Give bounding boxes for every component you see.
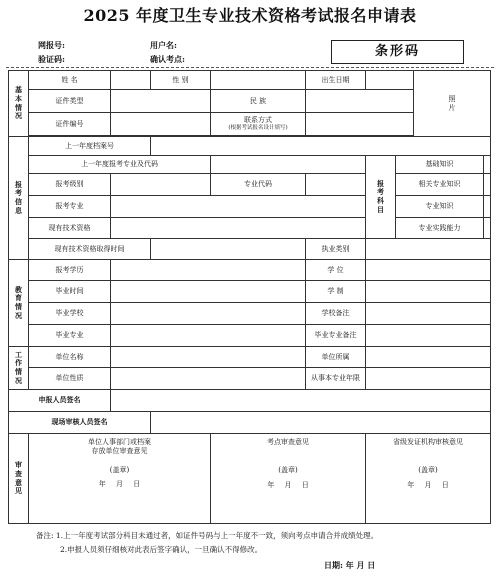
label-birth: 出生日期 [306, 71, 366, 90]
label-level: 报考级别 [29, 174, 111, 196]
review-province [366, 434, 491, 524]
label-gender: 性 别 [151, 71, 211, 90]
value-applicant-sign[interactable] [111, 390, 491, 412]
label-last-major: 上一年度报考专业及代码 [29, 156, 211, 174]
label-id-number: 证件编号 [29, 113, 111, 136]
value-degree[interactable] [366, 260, 491, 281]
label-applicant-sign: 申报人员签名 [9, 390, 111, 412]
photo-box: 照 片 [414, 71, 491, 137]
dashed-divider [6, 67, 494, 68]
label-subj-basic: 基础知识 [396, 156, 484, 174]
label-title-date: 现有技术资格取得时间 [29, 239, 151, 260]
label-contact [211, 113, 306, 136]
exam-site-label: 确认考点: [150, 54, 185, 64]
value-org-type[interactable] [111, 368, 306, 390]
section-work: 工 作 情 况 [9, 347, 29, 390]
note-2: 2.申报人员须仔细核对此表后签字确认，一旦确认不得修改。 [60, 545, 263, 554]
value-level[interactable] [111, 174, 211, 196]
label-org-type: 单位性质 [29, 368, 111, 390]
value-subj-basic[interactable] [484, 156, 491, 174]
value-last-major[interactable] [211, 156, 366, 174]
footer-date: 日期: 年 月 日 [324, 560, 376, 570]
review-site-date: 年 月 日 [267, 480, 309, 489]
label-current-title: 现有技术资格 [29, 218, 111, 239]
label-grad-time: 毕业时间 [29, 281, 111, 303]
value-subj-related[interactable] [484, 174, 491, 196]
value-id-type[interactable] [111, 90, 211, 113]
review-unit-date: 年 月 日 [98, 480, 141, 489]
label-years: 从事本专业年限 [306, 368, 366, 390]
value-practice-type[interactable] [366, 239, 491, 260]
review-unit [29, 434, 211, 524]
value-org-area[interactable] [366, 347, 491, 368]
application-form-table [8, 70, 491, 524]
value-org[interactable] [111, 347, 306, 368]
verify-label: 验证码: [38, 54, 65, 64]
label-name: 姓 名 [29, 71, 111, 90]
page-title: 2025 年度卫生专业技术资格考试报名申请表 [83, 6, 417, 25]
label-subj-practice: 专业实践能力 [396, 218, 484, 239]
section-review: 审 查 意 见 [9, 434, 29, 524]
label-major-code: 专业代码 [211, 174, 306, 196]
label-grad-major: 毕业专业 [29, 325, 111, 347]
value-edu[interactable] [111, 260, 306, 281]
value-subj-practice[interactable] [484, 218, 491, 239]
label-degree: 学 位 [306, 260, 366, 281]
label-study-years: 学 制 [306, 281, 366, 303]
value-birth[interactable] [366, 71, 414, 90]
value-id-number[interactable] [111, 113, 211, 136]
section-subjects: 报 考 科 目 [366, 156, 396, 239]
value-name[interactable] [111, 71, 151, 90]
value-study-years[interactable] [366, 281, 491, 303]
barcode-box: 条形码 [331, 40, 464, 64]
value-current-title[interactable] [111, 218, 366, 239]
review-site-title: 考点审查意见 [267, 438, 309, 446]
label-edu: 报考学历 [29, 260, 111, 281]
section-exam-info: 报 考 信 息 [9, 137, 29, 260]
review-unit-line2: 存放单位审查意见 [91, 446, 148, 455]
review-site-seal: (盖章) [278, 465, 298, 474]
value-title-date[interactable] [151, 239, 306, 260]
review-unit-line1: 单位人事部门或档案 [88, 438, 151, 446]
review-province-seal: (盖章) [418, 465, 438, 474]
value-grad-major-note[interactable] [366, 325, 491, 347]
label-school: 毕业学校 [29, 303, 111, 325]
label-subj-major: 专业知识 [396, 196, 484, 218]
label-org: 单位名称 [29, 347, 111, 368]
value-subj-major[interactable] [484, 196, 491, 218]
review-province-date: 年 月 日 [407, 480, 449, 489]
label-major: 报考专业 [29, 196, 111, 218]
section-basic: 基 本 情 况 [9, 71, 29, 137]
review-unit-seal: (盖章) [109, 465, 130, 474]
note-1: 备注: 1.上一年度考试部分科目未通过者，如证件号码与上一年度不一致，须向考点申请合并成绩处理。 [36, 531, 379, 540]
value-major-code[interactable] [306, 174, 366, 196]
user-label: 用户名: [150, 40, 177, 50]
value-grad-time[interactable] [111, 281, 306, 303]
value-major[interactable] [111, 196, 366, 218]
label-id-type: 证件类型 [29, 90, 111, 113]
section-education: 教 育 情 况 [9, 260, 29, 347]
net-id-label: 网报号: [38, 40, 65, 50]
value-contact[interactable] [306, 113, 414, 136]
contact-note: (根据考试报名设计填写) [228, 124, 288, 131]
value-gender[interactable] [211, 71, 306, 90]
label-org-area: 单位所属 [306, 347, 366, 368]
value-grad-major[interactable] [111, 325, 306, 347]
value-school-note[interactable] [366, 303, 491, 325]
label-grad-major-note: 毕业专业备注 [306, 325, 366, 347]
value-last-archive[interactable] [151, 137, 491, 156]
contact-text: 联系方式 [244, 116, 272, 125]
label-practice-type: 执业类别 [306, 239, 366, 260]
label-last-archive: 上一年度档案号 [29, 137, 151, 156]
value-ethnicity[interactable] [306, 90, 414, 113]
review-site [211, 434, 366, 524]
label-subj-related: 相关专业知识 [396, 174, 484, 196]
label-ethnicity: 民 族 [211, 90, 306, 113]
review-province-title: 省级发证机构审核意见 [393, 438, 463, 446]
label-school-note: 学校备注 [306, 303, 366, 325]
value-years[interactable] [366, 368, 491, 390]
value-onsite-sign[interactable] [151, 412, 491, 434]
value-school[interactable] [111, 303, 306, 325]
label-onsite-sign: 现场审核人员签名 [9, 412, 151, 434]
